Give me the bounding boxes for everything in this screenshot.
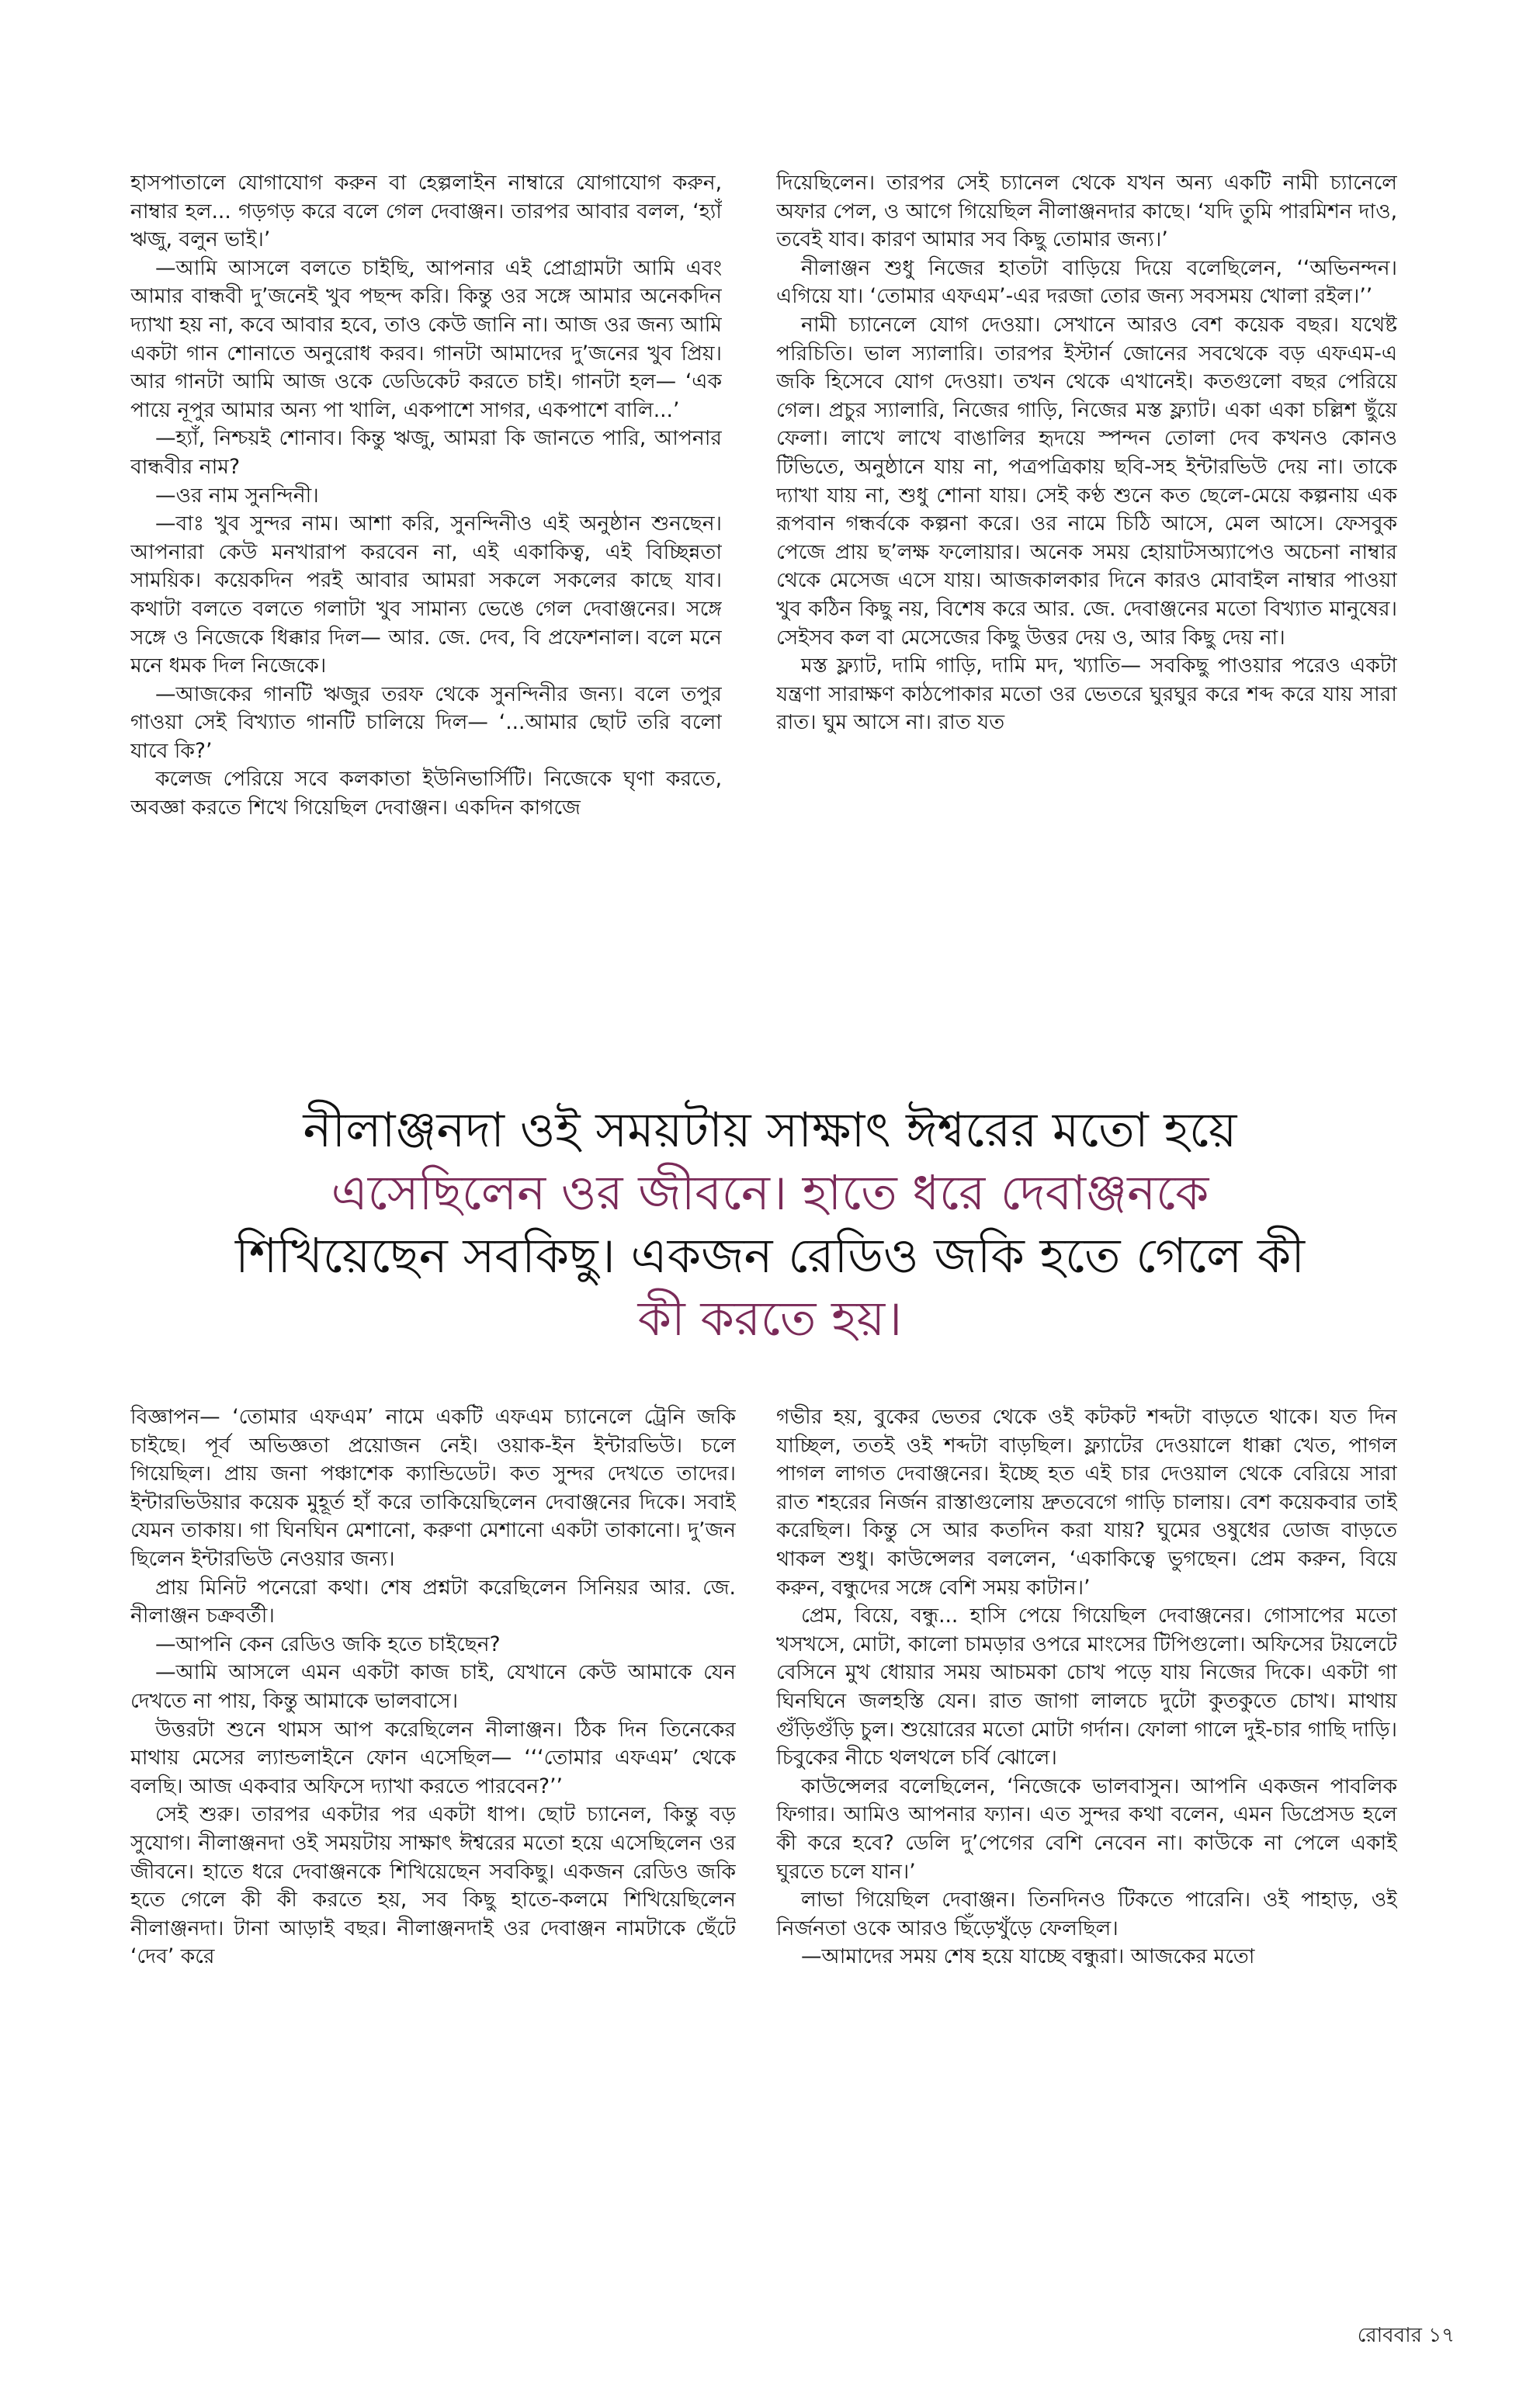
pull-quote-line-4: কী করতে হয়।	[637, 1290, 903, 1347]
paragraph: প্রেম, বিয়ে, বন্ধু... হাসি পেয়ে গিয়েছিল দেবাঞ্জনের। গোসাপের মতো খসখসে, মোটা, কালো চামড়ার ওপরে মাংসের টিপিগুলো। অফিসের টয়লেটে বেসিনে মুখ ধোয়ার সময় আচমকা চোখ পড়ে যায় নিজের দিকে। একটা গা ঘিনঘিনে জলহস্তি যেন। রাত জাগা লালচে দুটো কুতকুতে চোখ। মাথায় গুঁড়িগুঁড়ি চুল। শুয়োরের মতো মোটা গর্দান। ফোলা গালে দুই-চার গাছি দাড়ি। চিবুকের নীচে থলথলে চর্বি ঝোলে।	[776, 1604, 1397, 1770]
pull-quote-line-1: নীলাঞ্জনদা ওই সময়টায় সাক্ষাৎ ঈশ্বরের মতো হয়ে	[303, 1101, 1237, 1158]
paragraph: —বাঃ খুব সুন্দর নাম। আশা করি, সুনন্দিনীও এই অনুষ্ঠান শুনছেন। আপনারা কেউ মনখারাপ করবেন না, এই একাকিত্ব, এই বিচ্ছিন্নতা সাময়িক। কয়েকদিন পরই আবার আমরা সকলে সকলের কাছে যাব। কথাটা বলতে বলতে গলাটা খুব সামান্য ভেঙে গেল দেবাঞ্জনের। সঙ্গে সঙ্গে ও নিজেকে ধিক্কার দিল— আর. জে. দেব, বি প্রফেশনাল। বলে মনে মনে ধমক দিল নিজেকে।	[130, 512, 722, 678]
paragraph: উত্তরটা শুনে থামস আপ করেছিলেন নীলাঞ্জন। ঠিক দিন তিনেকের মাথায় মেসের ল্যান্ডলাইনে ফোন এসেছিল— ‘‘‘তোমার এফএম’ থেকে বলছি। আজ একবার অফিসে দ্যাখা করতে পারবেন?’’	[130, 1717, 736, 1798]
pull-quote-line-2: এসেছিলেন ওর জীবনে। হাতে ধরে দেবাঞ্জনকে	[331, 1164, 1209, 1221]
paragraph: কাউন্সেলর বলেছিলেন, ‘নিজেকে ভালবাসুন। আপনি একজন পাবলিক ফিগার। আমিও আপনার ফ্যান। এত সুন্দর কথা বলেন, এমন ডিপ্রেসড হলে কী করে হবে? ডেলি দু’পেগের বেশি নেবেন না। কাউকে না পেলে একাই ঘুরতে চলে যান।’	[776, 1774, 1397, 1884]
paragraph: মস্ত ফ্ল্যাট, দামি গাড়ি, দামি মদ, খ্যাতি— সবকিছু পাওয়ার পরেও একটা যন্ত্রণা সারাক্ষণ কাঠপোকার মতো ওর ভেতরে ঘুরঘুর করে শব্দ করে যায় সারা রাত। ঘুম আসে না। রাত যত	[776, 654, 1397, 735]
paragraph: —আজকের গানটি ঋজুর তরফ থেকে সুনন্দিনীর জন্য। বলে তপুর গাওয়া সেই বিখ্যাত গানটি চালিয়ে দিল— ‘...আমার ছোট তরি বলো যাবে কি?’	[130, 681, 722, 763]
paragraph: প্রায় মিনিট পনেরো কথা। শেষ প্রশ্নটা করেছিলেন সিনিয়র আর. জে. নীলাঞ্জন চক্রবর্তী।	[130, 1575, 736, 1628]
paragraph: —হ্যাঁ, নিশ্চয়ই শোনাব। কিন্তু ঋজু, আমরা কি জানতে পারি, আপনার বান্ধবীর নাম?	[130, 426, 722, 479]
paragraph: লাভা গিয়েছিল দেবাঞ্জন। তিনদিনও টিকতে পারেনি। ওই পাহাড়, ওই নির্জনতা ওকে আরও ছিঁড়েখুঁড়ে ফেলছিল।	[776, 1888, 1397, 1940]
paragraph: হাসপাতালে যোগাযোগ করুন বা হেল্পলাইন নাম্বারে যোগাযোগ করুন, নাম্বার হল... গড়গড় করে বলে গেল দেবাঞ্জন। তারপর আবার বলল, ‘হ্যাঁ ঋজু, বলুন ভাই।’	[130, 171, 722, 252]
paragraph: —আপনি কেন রেডিও জকি হতে চাইছেন?	[155, 1632, 501, 1656]
pull-quote	[171, 1098, 1369, 1350]
bottom-left-column	[130, 1403, 736, 2211]
paragraph: —ওর নাম সুনন্দিনী।	[155, 483, 319, 508]
paragraph: বিজ্ঞাপন— ‘তোমার এফএম’ নামে একটি এফএম চ্যানেলে ট্রেনি জকি চাইছে। পূর্ব অভিজ্ঞতা প্রয়োজন নেই। ওয়াক-ইন ইন্টারভিউ। চলে গিয়েছিল। প্রায় জনা পঞ্চাশেক ক্যান্ডিডেট। কত সুন্দর দেখতে তাদের। ইন্টারভিউয়ার কয়েক মুহূর্ত হাঁ করে তাকিয়েছিলেন দেবাঞ্জনের দিকে। সবাই যেমন তাকায়। গা ঘিনঘিন মেশানো, করুণা মেশানো একটা তাকানো। দু’জন ছিলেন ইন্টারভিউ নেওয়ার জন্য।	[130, 1405, 736, 1571]
bottom-right-column	[776, 1403, 1397, 2211]
pull-quote-line-3: শিখিয়েছেন সবকিছু। একজন রেডিও জকি হতে গেলে কী	[235, 1227, 1305, 1284]
paragraph: দিয়েছিলেন। তারপর সেই চ্যানেল থেকে যখন অন্য একটি নামী চ্যানেলে অফার পেল, ও আগে গিয়েছিল নীলাঞ্জনদার কাছে। ‘যদি তুমি পারমিশন দাও, তবেই যাব। কারণ আমার সব কিছু তোমার জন্য।’	[776, 171, 1397, 252]
paragraph: সেই শুরু। তারপর একটার পর একটা ধাপ। ছোট চ্যানেল, কিন্তু বড় সুযোগ। নীলাঞ্জনদা ওই সময়টায় সাক্ষাৎ ঈশ্বরের মতো হয়ে এসেছিলেন ওর জীবনে। হাতে ধরে দেবাঞ্জনকে শিখিয়েছেন সবকিছু। একজন রেডিও জকি হতে গেলে কী কী করতে হয়, সব কিছু হাতে-কলমে শিখিয়েছিলেন নীলাঞ্জনদা। টানা আড়াই বছর। নীলাঞ্জনদাই ওর দেবাঞ্জন নামটাকে ছেঁটে ‘দেব’ করে	[130, 1802, 736, 1969]
page-folio: রোববার ১৭	[1357, 2324, 1455, 2347]
paragraph: —আমি আসলে বলতে চাইছি, আপনার এই প্রোগ্রামটা আমি এবং আমার বান্ধবী দু’জনেই খুব পছন্দ করি। কিন্তু ওর সঙ্গে আমার অনেকদিন দ্যাখা হয় না, কবে আবার হবে, তাও কেউ জানি না। আজ ওর জন্য আমি একটা গান শোনাতে অনুরোধ করব। গানটা আমাদের দু’জনের খুব প্রিয়। আর গানটা আমি আজ ওকে ডেডিকেট করতে চাই। গানটা হল— ‘এক পায়ে নূপুর আমার অন্য পা খালি, একপাশে সাগর, একপাশে বালি...’	[130, 255, 722, 422]
paragraph: —আমি আসলে এমন একটা কাজ চাই, যেখানে কেউ আমাকে যেন দেখতে না পায়, কিন্তু আমাকে ভালবাসে।	[130, 1660, 736, 1713]
top-left-column	[130, 169, 722, 1054]
paragraph: নামী চ্যানেলে যোগ দেওয়া। সেখানে আরও বেশ কয়েক বছর। যথেষ্ট পরিচিতি। ভাল স্যালারি। তারপর ইস্টার্ন জোনের সবথেকে বড় এফএম-এ জকি হিসেবে যোগ দেওয়া। তখন থেকে এখানেই। কতগুলো বছর পেরিয়ে গেল। প্রচুর স্যালারি, নিজের গাড়ি, নিজের মস্ত ফ্ল্যাট। একা একা চল্লিশ ছুঁয়ে ফেলা। লাখে লাখে বাঙালির হৃদয়ে স্পন্দন তোলা দেব কখনও কোনও টিভিতে, অনুষ্ঠানে যায় না, পত্রপত্রিকায় ছবি-সহ ইন্টারভিউ দেয় না। তাকে দ্যাখা যায় না, শুধু শোনা যায়। সেই কণ্ঠ শুনে কত ছেলে-মেয়ে কল্পনায় এক রূপবান গন্ধর্বকে কল্পনা করে। ওর নামে চিঠি আসে, মেল আসে। ফেসবুক পেজে প্রায় ছ’লক্ষ ফলোয়ার। অনেক সময় হোয়াটসঅ্যাপেও অচেনা নাম্বার থেকে মেসেজ এসে যায়। আজকালকার দিনে কারও মোবাইল নাম্বার পাওয়া খুব কঠিন কিছু নয়, বিশেষ করে আর. জে. দেবাঞ্জনের মতো বিখ্যাত মানুষের। সেইসব কল বা মেসেজের কিছু উত্তর দেয় ও, আর কিছু দেয় না।	[776, 312, 1397, 650]
paragraph: কলেজ পেরিয়ে সবে কলকাতা ইউনিভার্সিটি। নিজেকে ঘৃণা করতে, অবজ্ঞা করতে শিখে গিয়েছিল দেবাঞ্জন। একদিন কাগজে	[130, 767, 722, 820]
paragraph: —আমাদের সময় শেষ হয়ে যাচ্ছে বন্ধুরা। আজকের মতো	[801, 1944, 1255, 1969]
paragraph: নীলাঞ্জন শুধু নিজের হাতটা বাড়িয়ে দিয়ে বলেছিলেন, ‘‘অভিনন্দন। এগিয়ে যা। ‘তোমার এফএম’-এর দরজা তোর জন্য সবসময় খোলা রইল।’’	[776, 255, 1397, 309]
top-right-column	[776, 169, 1397, 1054]
paragraph: গভীর হয়, বুকের ভেতর থেকে ওই কটকট শব্দটা বাড়তে থাকে। যত দিন যাচ্ছিল, ততই ওই শব্দটা বাড়ছিল। ফ্ল্যাটের দেওয়ালে ধাক্কা খেত, পাগল পাগল লাগত দেবাঞ্জনের। ইচ্ছে হত এই চার দেওয়াল থেকে বেরিয়ে সারা রাত শহরের নির্জন রাস্তাগুলোয় দ্রুতবেগে গাড়ি চালায়। বেশ কয়েকবার তাই করেছিল। কিন্তু সে আর কতদিন করা যায়? ঘুমের ওষুধের ডোজ বাড়তে থাকল শুধু। কাউন্সেলর বললেন, ‘একাকিত্বে ভুগছেন। প্রেম করুন, বিয়ে করুন, বন্ধুদের সঙ্গে বেশি সময় কাটান।’	[776, 1405, 1397, 1600]
